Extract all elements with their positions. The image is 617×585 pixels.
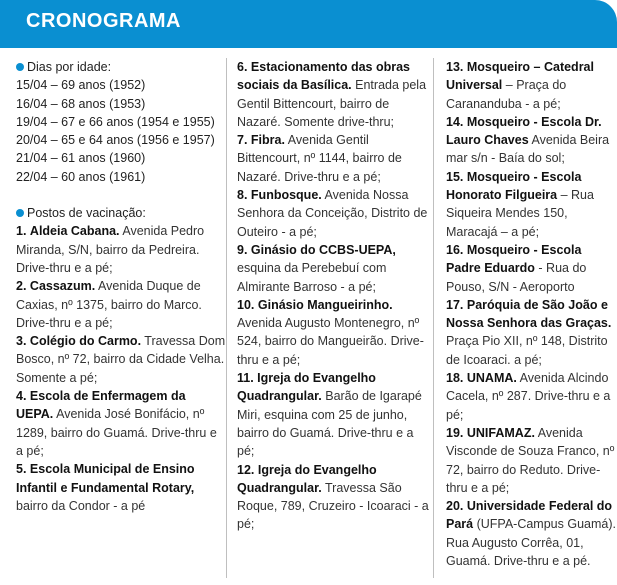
bullet-icon: [16, 209, 24, 217]
posto-entry: 20. Universidade Federal do Pará (UFPA-Campus Guamá). Rua Augusto Corrêa, 01, Guamá. Drive-thru e a pé.: [446, 499, 616, 569]
dias-line: 20/04 – 65 e 64 anos (1956 e 1957): [16, 133, 215, 148]
posto-entry: 6. Estacionamento das obras sociais da Basílica. Entrada pela Gentil Bittencourt, bairro de Nazaré. Somente drive-thru;: [237, 60, 427, 129]
columns: [16, 58, 616, 582]
header-title: CRONOGRAMA: [26, 10, 181, 32]
posto-entry: 11. Igreja do Evangelho Quadrangular. Barão de Igarapé Miri, esquina com 25 de junho, bairro do Guamá. Drive-thru e a pé;: [237, 371, 422, 459]
posto-entry: 3. Colégio do Carmo. Travessa Dom Bosco, nº 72, bairro da Cidade Velha. Somente a pé;: [16, 334, 226, 385]
dias-heading: [16, 58, 226, 76]
posto-entry: 18. UNAMA. Avenida Alcindo Cacela, nº 287. Drive-thru e a pé;: [446, 371, 611, 422]
dias-label: Dias por idade:: [27, 60, 112, 74]
posto-entry: 17. Paróquia de São João e Nossa Senhora das Graças. Praça Pio XII, nº 148, Distrito de Icoaraci. a pé;: [446, 297, 612, 367]
posto-entry: 14. Mosqueiro - Escola Dr. Lauro Chaves Avenida Beira mar s/n - Baía do sol;: [446, 114, 610, 166]
dias-line: 15/04 – 69 anos (1952): [16, 78, 146, 93]
column-3: [433, 58, 616, 578]
column-2: [226, 58, 429, 578]
dias-line: 16/04 – 68 anos (1953): [16, 96, 146, 111]
posto-entry: 8. Funbosque. Avenida Nossa Senhora da Conceição, Distrito de Outeiro - a pé;: [237, 188, 428, 239]
posto-entry: 4. Escola de Enfermagem da UEPA. Avenida José Bonifácio, nº 1289, bairro do Guamá. Drive-thru e a pé;: [16, 389, 217, 458]
posto-entry: 12. Igreja do Evangelho Quadrangular. Travessa São Roque, 789, Cruzeiro - Icoaraci - a pé;: [237, 462, 429, 532]
bullet-icon: [16, 63, 24, 71]
header-bar: [0, 0, 617, 48]
spacer: [16, 186, 226, 204]
dias-line: 19/04 – 67 e 66 anos (1954 e 1955): [16, 114, 215, 129]
column-1: [16, 58, 226, 578]
posto-entry: 15. Mosqueiro - Escola Honorato Filgueira – Rua Siqueira Mendes 150, Maracajá – a pé;: [446, 169, 594, 239]
posto-entry: 9. Ginásio do CCBS-UEPA, esquina da Perebebuí com Almirante Barroso - a pé;: [237, 242, 396, 294]
dias-line: 22/04 – 60 anos (1961): [16, 169, 146, 184]
postos-label: Postos de vacinação:: [27, 206, 146, 221]
dias-line: 21/04 – 61 anos (1960): [16, 151, 146, 166]
posto-entry: 2. Cassazum. Avenida Duque de Caxias, nº 1375, bairro do Marco. Drive-thru e a pé;: [16, 279, 202, 330]
postos-heading: [16, 204, 226, 222]
posto-entry: 13. Mosqueiro – Catedral Universal – Praça do Carananduba - a pé;: [446, 60, 594, 111]
posto-entry: 10. Ginásio Mangueirinho. Avenida Augusto Montenegro, nº 524, bairro do Mangueirão. Drive-thru e a pé;: [237, 297, 424, 367]
posto-entry: 16. Mosqueiro - Escola Padre Eduardo - Rua do Pouso, S/N - Aeroporto: [446, 242, 587, 294]
posto-entry: 1. Aldeia Cabana. Avenida Pedro Miranda, S/N, bairro da Pedreira. Drive-thru e a pé;: [16, 224, 205, 275]
posto-entry: 19. UNIFAMAZ. Avenida Visconde de Souza Franco, nº 72, bairro do Reduto. Drive-thru e a pé;: [446, 425, 615, 495]
posto-entry: 5. Escola Municipal de Ensino Infantil e Fundamental Rotary, bairro da Condor - a pé: [16, 462, 195, 513]
posto-entry: 7. Fibra. Avenida Gentil Bittencourt, nº 1144, bairro de Nazaré. Drive-thru e a pé;: [237, 133, 402, 184]
